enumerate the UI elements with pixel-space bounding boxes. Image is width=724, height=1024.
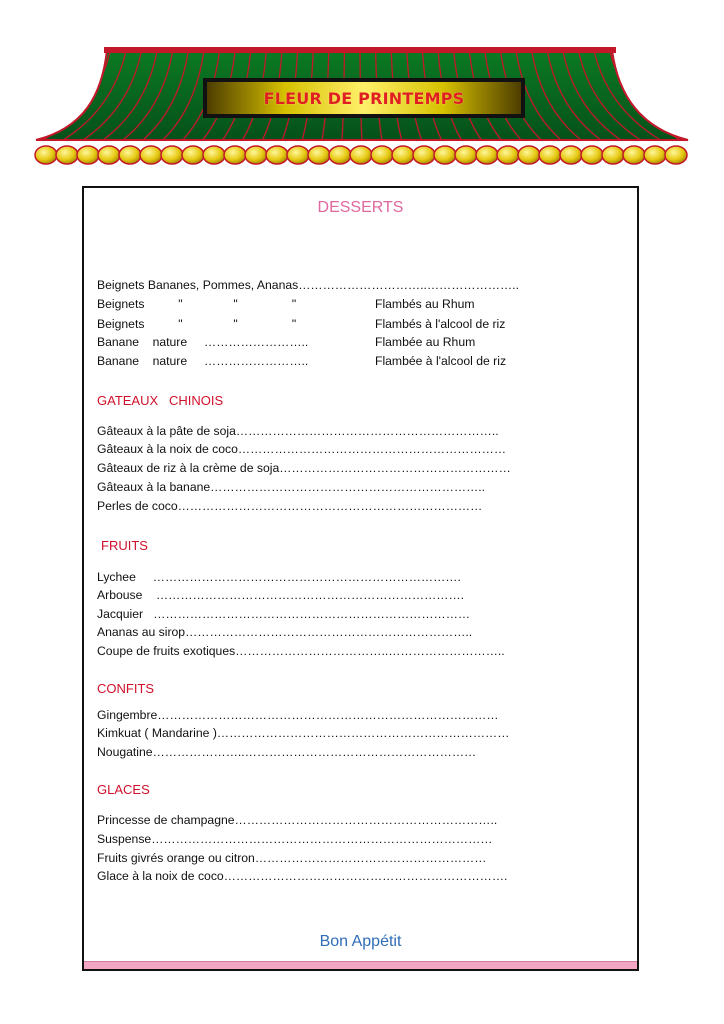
glace-item: Glace à la noix de coco……………………………………………………………. [97, 869, 508, 883]
gateaux-item: Gâteaux à la noix de coco………………………………………………………… [97, 442, 507, 456]
roof-bead [413, 146, 435, 164]
roof-bead [266, 146, 288, 164]
roof-bead [497, 146, 519, 164]
dessert-line [97, 297, 475, 311]
bottom-decorative-strip [84, 961, 637, 969]
dessert-item: Beignets Bananes, Pommes, Ananas…………………………..………………….. [97, 278, 519, 292]
roof-bead [161, 146, 183, 164]
dessert-item: Banane nature …………………….. [97, 335, 309, 349]
roof-bead [35, 146, 57, 164]
dessert-line [97, 354, 507, 368]
menu-card [82, 186, 639, 971]
dessert-variant: Flambés au Rhum [375, 297, 475, 311]
confits-heading: CONFITS [97, 681, 155, 696]
roof-bead [203, 146, 225, 164]
fruit-item: Ananas au sirop…………………………………………………………….. [97, 625, 473, 639]
glaces-heading: GLACES [97, 782, 150, 797]
glace-item: Fruits givrés orange ou citron………………………………………………… [97, 851, 487, 865]
roof-bead [455, 146, 477, 164]
fruits-heading: FRUITS [101, 538, 148, 553]
dessert-item: Beignets " " " [97, 317, 297, 331]
roof-bead [140, 146, 162, 164]
dessert-variant: Flambée au Rhum [375, 335, 476, 349]
dessert-item: Banane nature …………………….. [97, 354, 309, 368]
roof-bead [98, 146, 120, 164]
roof-bead [308, 146, 330, 164]
confit-item: Gingembre………………………………………………………………………… [97, 708, 499, 722]
dessert-line [97, 278, 519, 292]
gateaux-heading: GATEAUX CHINOIS [97, 393, 224, 408]
roof-bead [434, 146, 456, 164]
roof-bead [644, 146, 666, 164]
roof-bead [329, 146, 351, 164]
roof-bead [224, 146, 246, 164]
roof-bead [350, 146, 372, 164]
gateaux-item: Gâteaux à la pâte de soja……………………………………………………….. [97, 424, 499, 438]
dessert-variant: Flambés à l'alcool de riz [375, 317, 506, 331]
desserts-heading: DESSERTS [317, 199, 404, 216]
roof-bead [182, 146, 204, 164]
roof-top-ridge [104, 47, 616, 53]
fruit-item: Coupe de fruits exotiques………………………………..……………………….. [97, 644, 505, 658]
dessert-line [97, 317, 506, 331]
fruit-item: Arbouse …………………………………………………………………. [97, 588, 465, 602]
gateaux-item: Perles de coco………………………………………………………………… [97, 499, 483, 513]
roof-bead [665, 146, 687, 164]
roof-bead [371, 146, 393, 164]
roof-bead [77, 146, 99, 164]
confit-item: Nougatine…………………..………………………………………………… [97, 745, 477, 759]
roof-bead [581, 146, 603, 164]
bon-appetit-footer: Bon Appétit [319, 933, 402, 950]
roof-bead [476, 146, 498, 164]
glace-item: Suspense………………………………………………………………………… [97, 832, 493, 846]
roof-bead [560, 146, 582, 164]
glace-item: Princesse de champagne……………………………………………………….. [97, 813, 498, 827]
restaurant-name-sign: FLEUR DE PRINTEMPS [263, 88, 465, 108]
roof-bead [245, 146, 267, 164]
fruit-item: Lychee …………………………………………………………………. [97, 570, 461, 584]
roof-bead [602, 146, 624, 164]
roof-bead [119, 146, 141, 164]
dessert-line [97, 335, 476, 349]
roof-bead [539, 146, 561, 164]
roof-bead [392, 146, 414, 164]
gateaux-item: Gâteaux à la banane………………………………………………………….. [97, 480, 486, 494]
dessert-item: Beignets " " " [97, 297, 297, 311]
dessert-variant: Flambée à l'alcool de riz [375, 354, 507, 368]
roof-bead [518, 146, 540, 164]
roof-bead [623, 146, 645, 164]
confit-item: Kimkuat ( Mandarine )……………………………………………………………… [97, 726, 510, 740]
roof-bead [56, 146, 78, 164]
roof-bead [287, 146, 309, 164]
gateaux-item: Gâteaux de riz à la crème de soja………………………………………………… [97, 461, 511, 475]
fruit-item: Jacquier …………………………………………………………………… [97, 607, 471, 621]
